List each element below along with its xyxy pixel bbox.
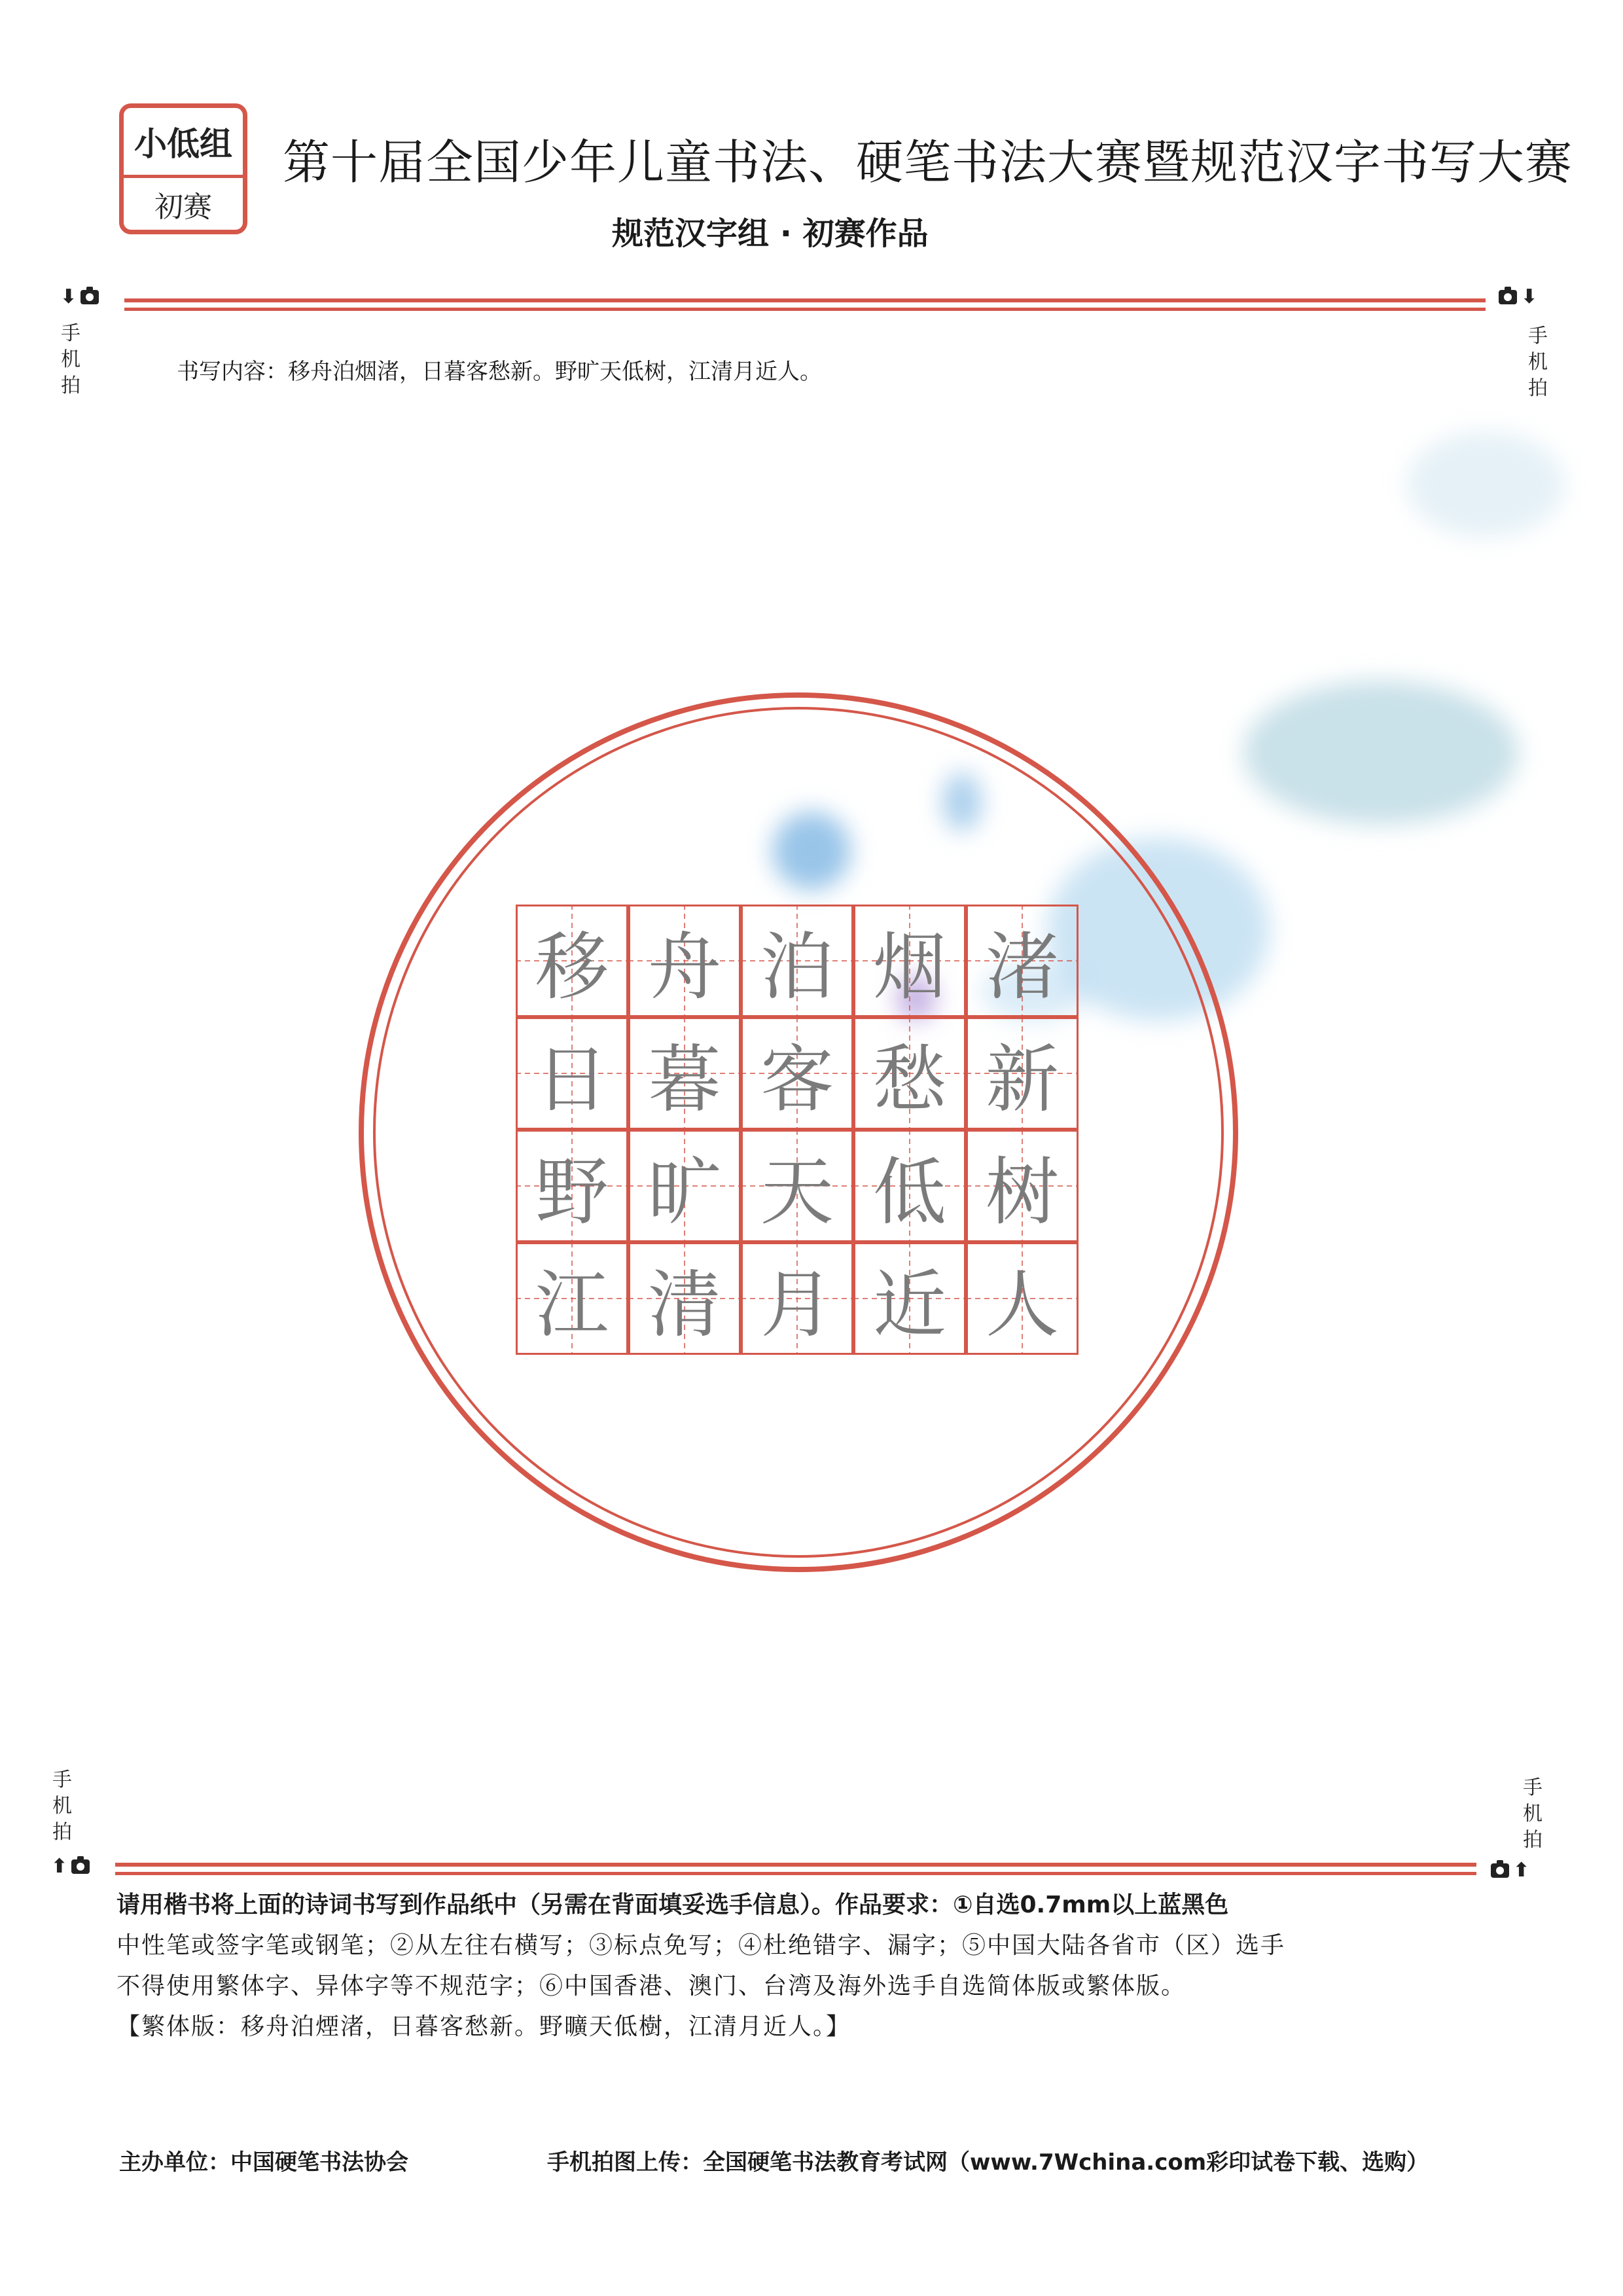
handwritten-character: 近 — [873, 1262, 946, 1348]
grid-cell — [966, 1242, 1079, 1355]
handwritten-character: 月 — [760, 1262, 834, 1348]
handwritten-character: 低 — [873, 1149, 946, 1235]
down-arrow-icon: ⬇ — [1521, 285, 1538, 308]
grid-cell — [628, 905, 741, 1017]
top-red-rule — [124, 298, 1486, 313]
photo-mark-bottom-left — [51, 1855, 90, 1878]
page-subtitle: 规范汉字组 · 初赛作品 — [612, 215, 929, 252]
handwritten-character: 烟 — [873, 924, 946, 1010]
grid-cell — [628, 1017, 741, 1130]
handwritten-character: 泊 — [760, 924, 834, 1010]
badge-round-label: 初赛 — [154, 190, 212, 224]
down-arrow-icon: ⬇ — [60, 285, 77, 308]
up-arrow-icon: ⬆ — [51, 1855, 68, 1878]
grid-cell — [966, 1017, 1079, 1130]
handwritten-character: 清 — [648, 1262, 721, 1348]
bottom-red-rule — [115, 1863, 1476, 1877]
grid-cell — [853, 1017, 966, 1130]
grid-cell — [741, 1242, 853, 1355]
handwritten-character: 旷 — [648, 1149, 721, 1235]
instructions-line: 不得使用繁体字、异体字等不规范字；⑥中国香港、澳门、台湾及海外选手自选简体版或繁体版。 — [116, 1973, 1186, 2000]
handwritten-character: 野 — [535, 1149, 609, 1235]
photo-mark-top-left — [60, 285, 99, 308]
grid-cell — [741, 1017, 853, 1130]
grid-cell — [741, 905, 853, 1017]
grid-cell — [741, 1130, 853, 1242]
handwritten-character: 树 — [986, 1149, 1059, 1235]
handwritten-character: 舟 — [648, 924, 721, 1010]
grid-cell — [853, 1130, 966, 1242]
ink-stain — [1243, 681, 1518, 825]
grid-cell — [628, 1242, 741, 1355]
grid-cell — [516, 905, 628, 1017]
grid-cell — [516, 1017, 628, 1130]
up-arrow-icon: ⬆ — [1513, 1859, 1530, 1882]
handwritten-character: 人 — [986, 1262, 1059, 1348]
ink-stain — [1407, 432, 1564, 537]
phone-photo-label-top-right: 手 机 拍 — [1528, 325, 1548, 400]
phone-photo-label-top-left: 手 机 拍 — [61, 322, 80, 397]
photo-mark-bottom-right — [1491, 1859, 1529, 1882]
page-title: 第十届全国少年儿童书法、硬笔书法大赛暨规范汉字书写大赛 — [283, 135, 1573, 190]
badge-group-label: 小低组 — [124, 108, 243, 178]
handwritten-character: 渚 — [986, 924, 1059, 1010]
handwritten-character: 新 — [986, 1037, 1059, 1122]
handwritten-character: 客 — [760, 1037, 834, 1122]
writing-content — [177, 353, 822, 386]
photo-mark-top-right — [1499, 285, 1537, 308]
handwritten-character: 移 — [535, 924, 609, 1010]
handwritten-character: 江 — [535, 1262, 609, 1348]
handwritten-character: 日 — [535, 1037, 609, 1122]
camera-icon — [80, 290, 99, 304]
handwritten-character: 暮 — [648, 1037, 721, 1122]
camera-icon — [71, 1859, 90, 1874]
camera-icon — [1491, 1863, 1509, 1878]
instructions-line: 中性笔或签字笔或钢笔；②从左往右横写；③标点免写；④杜绝错字、漏字；⑤中国大陆各省市（区）选手 — [116, 1932, 1286, 1959]
writing-content-label: 书写内容： — [177, 359, 288, 385]
grid-cell — [516, 1242, 628, 1355]
traditional-version-note: 【繁体版：移舟泊煙渚，日暮客愁新。野曠天低樹，江清月近人。】 — [116, 2013, 851, 2040]
writing-content-text: 移舟泊烟渚，日暮客愁新。野旷天低树，江清月近人。 — [288, 359, 822, 385]
grid-cell — [966, 1130, 1079, 1242]
upload-info: 手机拍图上传：全国硬笔书法教育考试网（www.7Wchina.com彩印试卷下载、选购） — [547, 2149, 1429, 2176]
grid-cell — [966, 905, 1079, 1017]
instructions — [116, 1885, 1484, 2047]
handwritten-character: 天 — [760, 1149, 834, 1235]
phone-photo-label-bottom-left: 手 机 拍 — [52, 1768, 72, 1844]
organizer: 主办单位：中国硬笔书法协会 — [119, 2149, 408, 2176]
instructions-line: 请用楷书将上面的诗词书写到作品纸中（另需在背面填妥选手信息）。作品要求：①自选0.7mm以上蓝黑色 — [116, 1892, 1229, 1918]
grid-cell — [628, 1130, 741, 1242]
writing-grid — [516, 905, 1080, 1358]
group-badge — [119, 103, 247, 234]
handwritten-character: 愁 — [873, 1037, 946, 1122]
grid-cell — [516, 1130, 628, 1242]
grid-cell — [853, 1242, 966, 1355]
camera-icon — [1499, 290, 1517, 304]
grid-cell — [853, 905, 966, 1017]
phone-photo-label-bottom-right: 手 机 拍 — [1523, 1776, 1543, 1852]
